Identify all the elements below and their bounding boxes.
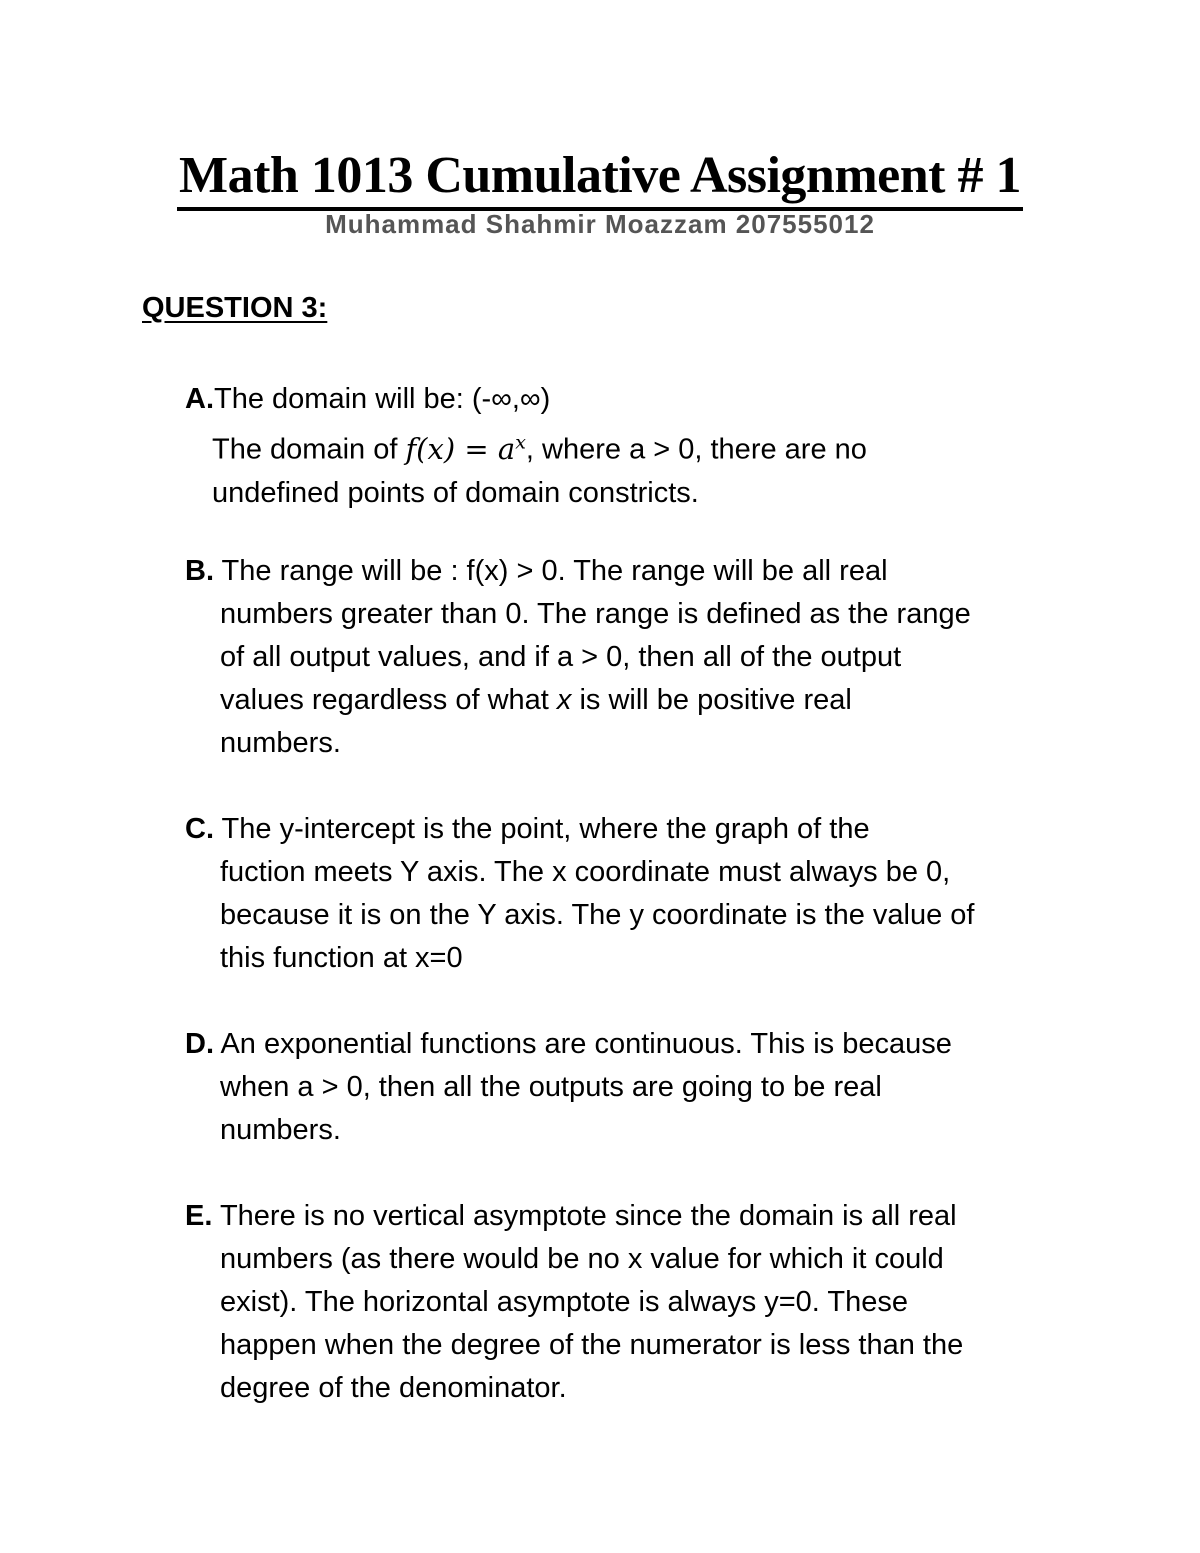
answer-d-line-3: numbers. xyxy=(220,1114,341,1146)
answer-e-line-4: happen when the degree of the numerator is less than the xyxy=(220,1329,964,1361)
answer-c-line-4: this function at x=0 xyxy=(220,942,463,974)
answer-e-line-1: E. There is no vertical asymptote since the domain is all real xyxy=(185,1200,957,1232)
answer-b-letter: B. xyxy=(185,555,214,587)
answer-a xyxy=(185,378,1085,515)
answer-c-letter: C. xyxy=(185,813,214,845)
answer-d xyxy=(185,1023,1085,1152)
title-container xyxy=(0,148,1200,211)
answer-a-line-2: The domain of $f(x) = a^x$, where a > 0, there are no xyxy=(212,431,867,466)
author-line: Muhammad Shahmir Moazzam 207555012 xyxy=(325,209,875,239)
answer-b-line-5: numbers. xyxy=(220,727,341,759)
answer-a-letter: A. xyxy=(185,383,214,415)
answer-b-line-1: B. The range will be : f(x) > 0. The range will be all real xyxy=(185,555,888,587)
answer-b-line-3: of all output values, and if a > 0, then all of the output xyxy=(220,641,902,673)
answer-d-letter: D. xyxy=(185,1028,214,1060)
answer-c xyxy=(185,808,1085,980)
answer-e-letter: E. xyxy=(185,1200,213,1232)
answer-b-line-2: numbers greater than 0. The range is defined as the range xyxy=(220,598,971,630)
answer-e-line-3: exist). The horizontal asymptote is always y=0. These xyxy=(220,1286,908,1318)
formula-f-of-x: $f(x) = a^x$ xyxy=(405,431,526,466)
answer-e xyxy=(185,1195,1085,1410)
answer-a-line-3: undefined points of domain constricts. xyxy=(212,476,699,509)
answer-b-line-4: values regardless of what x is will be positive real xyxy=(220,684,852,716)
answer-d-line-2: when a > 0, then all the outputs are going to be real xyxy=(220,1071,882,1103)
question-heading: QUESTION 3: xyxy=(142,292,328,324)
answer-b xyxy=(185,550,1085,765)
answer-c-line-2: fuction meets Y axis. The x coordinate must always be 0, xyxy=(220,856,951,888)
answer-d-line-1: D. An exponential functions are continuous. This is because xyxy=(185,1028,952,1060)
page-title: Math 1013 Cumulative Assignment # 1 xyxy=(177,148,1023,211)
answer-a-line-1: A.The domain will be: (-∞,∞) xyxy=(185,383,551,415)
answer-c-line-3: because it is on the Y axis. The y coordinate is the value of xyxy=(220,899,975,931)
answer-e-line-5: degree of the denominator. xyxy=(220,1372,567,1404)
answer-c-line-1: C. The y-intercept is the point, where the graph of the xyxy=(185,813,870,845)
answer-e-line-2: numbers (as there would be no x value for which it could xyxy=(220,1243,944,1275)
